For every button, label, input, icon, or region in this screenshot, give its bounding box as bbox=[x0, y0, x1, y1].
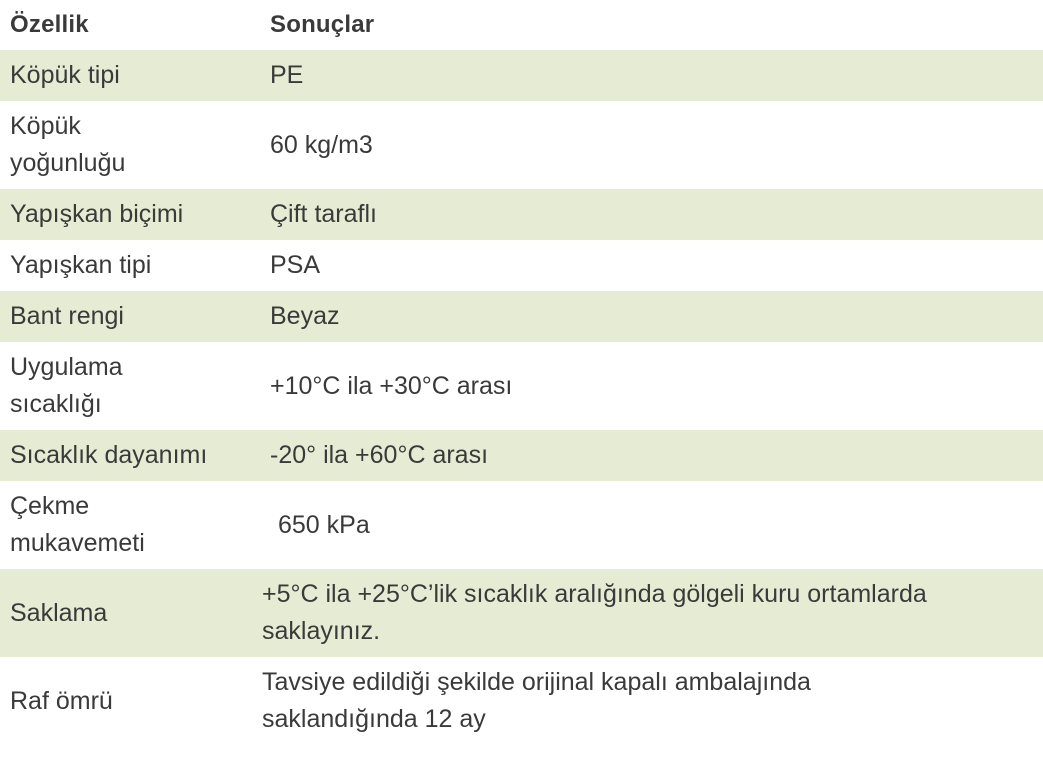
row-property: Yapışkan biçimi bbox=[0, 189, 262, 240]
row-value: Tavsiye edildiği şekilde orijinal kapalı ambalajında saklandığında 12 ay bbox=[262, 657, 1043, 745]
row-property: Köpük tipi bbox=[0, 50, 262, 101]
row-value: 650 kPa bbox=[262, 481, 1043, 569]
row-property: Saklama bbox=[0, 569, 262, 657]
table-row bbox=[0, 481, 1043, 569]
table-row bbox=[0, 50, 1043, 101]
table-row bbox=[0, 291, 1043, 342]
table-row bbox=[0, 189, 1043, 240]
row-property: Raf ömrü bbox=[0, 657, 262, 745]
row-property: Sıcaklık dayanımı bbox=[0, 430, 262, 481]
row-property: Köpük yoğunluğu bbox=[0, 101, 262, 189]
row-value: -20° ila +60°C arası bbox=[262, 430, 1043, 481]
table-header-row bbox=[0, 0, 1043, 50]
row-value: +10°C ila +30°C arası bbox=[262, 342, 1043, 430]
row-value: PSA bbox=[262, 240, 1043, 291]
table-row bbox=[0, 569, 1043, 657]
row-value: PE bbox=[262, 50, 1043, 101]
table-row bbox=[0, 430, 1043, 481]
row-property: Yapışkan tipi bbox=[0, 240, 262, 291]
row-property: Çekme mukavemeti bbox=[0, 481, 262, 569]
row-property: Uygulama sıcaklığı bbox=[0, 342, 262, 430]
row-value: Çift taraflı bbox=[262, 189, 1043, 240]
row-property: Bant rengi bbox=[0, 291, 262, 342]
header-property: Özellik bbox=[10, 11, 89, 38]
row-value: Beyaz bbox=[262, 291, 1043, 342]
table-row bbox=[0, 101, 1043, 189]
table-row bbox=[0, 240, 1043, 291]
table-row bbox=[0, 342, 1043, 430]
row-value: +5°C ila +25°C’lik sıcaklık aralığında gölgeli kuru ortamlarda saklayınız. bbox=[262, 569, 1043, 657]
row-value: 60 kg/m3 bbox=[262, 101, 1043, 189]
header-result: Sonuçlar bbox=[270, 11, 375, 38]
table-row bbox=[0, 657, 1043, 745]
